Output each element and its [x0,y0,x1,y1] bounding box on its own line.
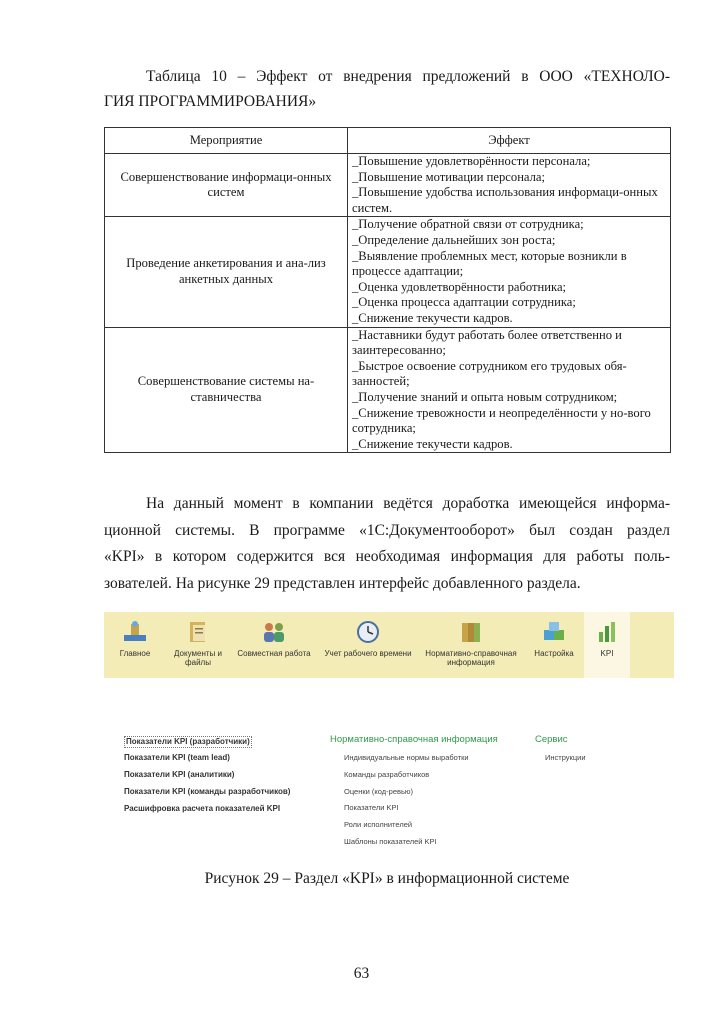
kpi-link-developers[interactable]: Показатели KPI (разработчики) [126,737,250,746]
documents-icon [185,620,211,644]
kpi-link-analysts[interactable]: Показатели KPI (аналитики) [124,770,235,779]
cubes-icon [541,620,567,644]
table-caption-line-1: Таблица 10 – Эффект от внедрения предложений в ООО «ТЕХНОЛО- [146,68,670,85]
effect-item: _ Определение дальнейших зон роста; [352,233,666,249]
body-paragraph [104,491,670,597]
measure-cell: Совершенствование информаци-онных систем [105,154,348,217]
table-header-row [105,128,671,154]
effect-item: _ Снижение тревожности и неопределённости у но-вого сотрудника; [352,406,666,437]
kpi-screenshot-figure [104,612,674,860]
effect-item: _ Оценка процесса адаптации сотрудника; [352,295,666,311]
paragraph-line: ционной системы. В программе «1С:Документооборот» был создан раздел [104,521,670,539]
clock-icon [355,620,381,644]
ribbon-item-time-tracking[interactable]: Учет рабочего времени [318,612,418,678]
table-caption [104,64,670,114]
page-number: 63 [353,965,370,982]
paragraph-line: зователей. На рисунке 29 представлен интерфейс добавленного раздела. [104,574,581,592]
service-links-list [545,753,586,762]
table-row [105,154,671,217]
effect-item: _ Быстрое освоение сотрудником его трудовых обя-занностей; [352,359,666,390]
ribbon-item-settings[interactable]: Настройка [524,612,584,678]
service-link-instructions[interactable]: Инструкции [545,753,586,762]
effects-table [104,127,671,453]
kpi-link-calculation[interactable]: Расшифровка расчета показателей KPI [124,804,281,813]
reference-link[interactable]: Шаблоны показателей KPI [344,836,437,846]
effect-item: _ Наставники будут работать более ответственно и заинтересованно; [352,328,666,359]
effect-item: _ Получение обратной связи от сотрудника; [352,217,666,233]
ribbon-item-collaboration[interactable]: Совместная работа [230,612,318,678]
table-caption-line-2: ГИЯ ПРОГРАММИРОВАНИЯ» [104,93,317,110]
measure-cell: Совершенствование системы на-ставничества [105,327,348,453]
effect-cell [348,217,671,327]
effect-item: _ Снижение текучести кадров. [352,311,666,327]
effect-item: _ Повышение мотивации персонала; [352,170,666,186]
ribbon-item-documents[interactable]: Документы и файлы [166,612,230,678]
effect-item: _ Получение знаний и опыта новым сотрудником; [352,390,666,406]
ribbon-item-main[interactable]: Главное [104,612,166,678]
section-ribbon [104,612,674,678]
effect-cell [348,327,671,453]
service-header: Сервис [535,734,568,745]
table-row [105,217,671,327]
reference-link[interactable]: Роли исполнителей [344,820,413,830]
effect-item: _ Выявление проблемных мест, которые возникли в процессе адаптации; [352,249,666,280]
effect-item: _ Повышение удовлетворённости персонала; [352,154,666,170]
effect-item: _ Повышение удобства использования информаци-онных систем. [352,185,666,216]
kpi-links-list [124,736,290,821]
effect-item: _ Снижение текучести кадров. [352,437,666,453]
reference-links-list [344,753,469,854]
ribbon-item-kpi[interactable]: KPI [584,612,630,678]
kpi-link-dev-teams[interactable]: Показатели KPI (команды разработчиков) [124,787,291,796]
table-row [105,327,671,453]
reference-link[interactable]: Оценки (код-ревью) [344,786,414,796]
home-desk-icon [122,620,148,644]
header-measure: Мероприятие [105,128,348,154]
kpi-chart-icon [594,620,620,644]
reference-link[interactable]: Индивидуальные нормы выработки [344,753,469,762]
ribbon-item-reference-info[interactable]: Нормативно-справочная информация [418,612,524,678]
paragraph-line: На данный момент в компании ведётся доработка имеющейся информа- [146,495,670,512]
kpi-link-team-lead[interactable]: Показатели KPI (team lead) [124,753,230,762]
header-effect: Эффект [348,128,671,154]
reference-header: Нормативно-справочная информация [330,734,498,745]
reference-link[interactable]: Показатели KPI [344,803,399,813]
measure-cell: Проведение анкетирования и ана-лиз анкетных данных [105,217,348,327]
effect-cell [348,154,671,217]
reference-link[interactable]: Команды разработчиков [344,769,430,779]
people-icon [261,620,287,644]
binders-icon [458,620,484,644]
figure-caption: Рисунок 29 – Раздел «KPI» в информационной системе [204,870,570,887]
effect-item: _ Оценка удовлетворённости работника; [352,280,666,296]
paragraph-line: «KPI» в котором содержится вся необходимая информация для работы поль- [104,548,670,565]
